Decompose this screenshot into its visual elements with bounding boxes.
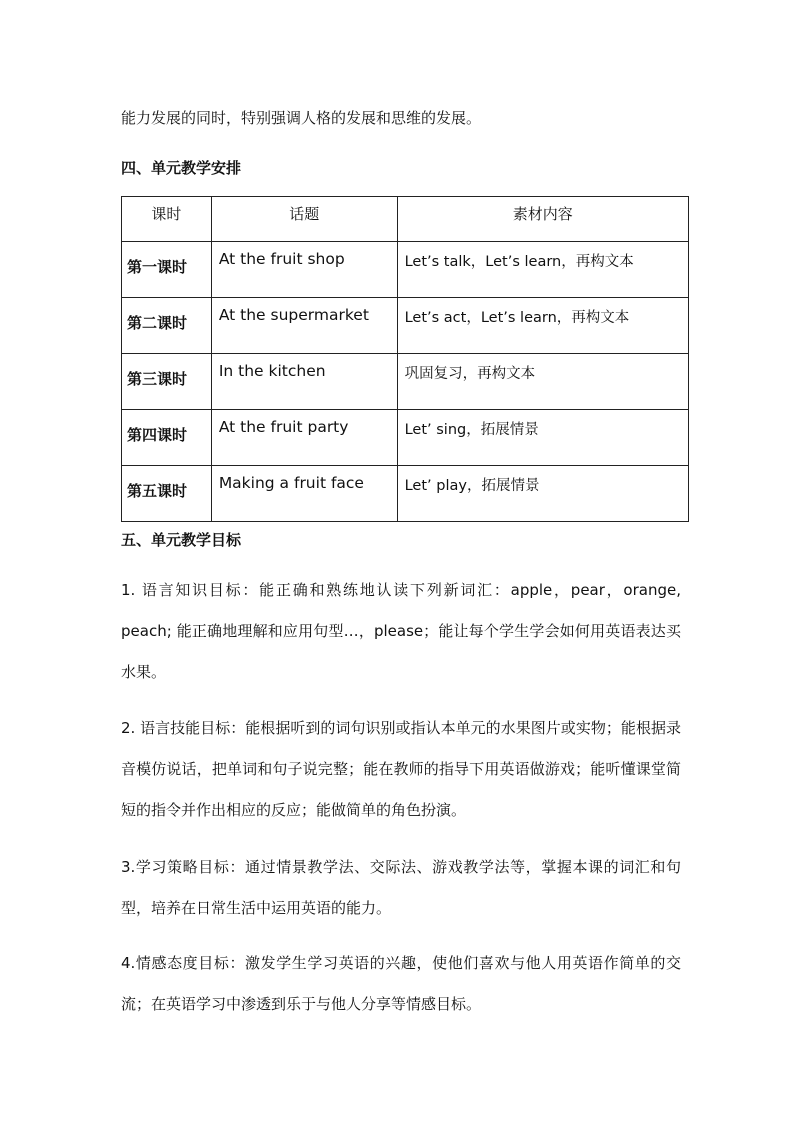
table-header-row (122, 197, 689, 242)
table-row (122, 354, 689, 410)
topic-cell: At the supermarket (211, 298, 397, 354)
table-row (122, 242, 689, 298)
header-topic: 话题 (211, 197, 397, 242)
table-row (122, 298, 689, 354)
material-cell: 巩固复习，再构文本 (397, 354, 688, 410)
material-cell: Let’ sing，拓展情景 (397, 410, 688, 466)
table-row (122, 466, 689, 522)
lesson-cell: 第五课时 (122, 466, 212, 522)
goal-language-skills: 2. 语言技能目标：能根据听到的词句识别或指认本单元的水果图片或实物；能根据录音模仿说话，把单词和句子说完整；能在教师的指导下用英语做游戏；能听懂课堂简短的指令并作出相应的反应；能做简单的角色扮演。 (121, 719, 681, 819)
header-lesson: 课时 (122, 197, 212, 242)
material-cell: Let’s talk，Let’s learn，再构文本 (397, 242, 688, 298)
section-4-heading: 四、单元教学安排 (121, 159, 242, 177)
lesson-schedule-table (121, 196, 689, 522)
material-cell: Let’s act，Let’s learn，再构文本 (397, 298, 688, 354)
table-row (122, 410, 689, 466)
material-cell: Let’ play，拓展情景 (397, 466, 688, 522)
goal-affective-attitude: 4.情感态度目标：激发学生学习英语的兴趣，使他们喜欢与他人用英语作简单的交流；在英语学习中渗透到乐于与他人分享等情感目标。 (121, 954, 681, 1013)
lesson-cell: 第一课时 (122, 242, 212, 298)
goal-language-knowledge: 1. 语言知识目标：能正确和熟练地认读下列新词汇：apple，pear，orange, peach; 能正确地理解和应用句型…，please；能让每个学生学会如何用英语表达买水果。 (121, 581, 681, 681)
lesson-cell: 第二课时 (122, 298, 212, 354)
topic-cell: At the fruit party (211, 410, 397, 466)
lesson-cell: 第三课时 (122, 354, 212, 410)
topic-cell: Making a fruit face (211, 466, 397, 522)
header-material: 素材内容 (397, 197, 688, 242)
topic-cell: At the fruit shop (211, 242, 397, 298)
topic-cell: In the kitchen (211, 354, 397, 410)
lesson-cell: 第四课时 (122, 410, 212, 466)
intro-line: 能力发展的同时，特别强调人格的发展和思维的发展。 (121, 109, 482, 127)
section-5-heading: 五、单元教学目标 (121, 531, 242, 549)
goal-learning-strategy: 3.学习策略目标：通过情景教学法、交际法、游戏教学法等，掌握本课的词汇和句型，培养在日常生活中运用英语的能力。 (121, 858, 681, 917)
